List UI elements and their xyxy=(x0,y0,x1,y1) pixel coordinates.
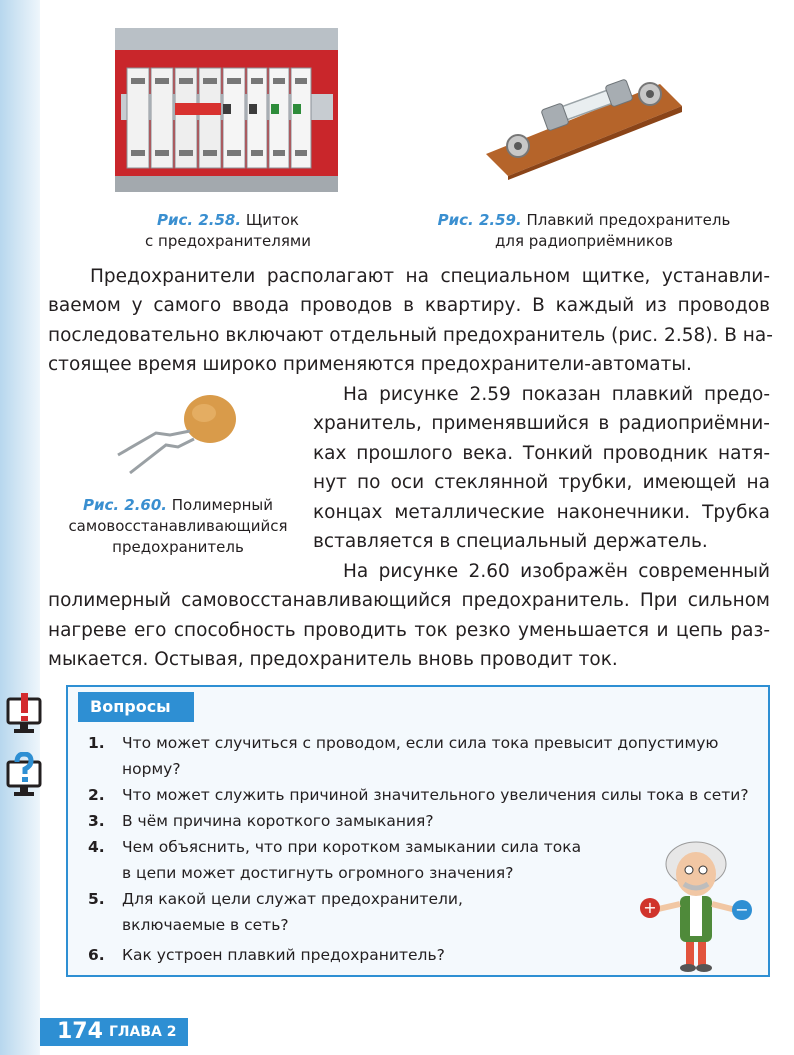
question-text: Как устроен плавкий предохранитель? xyxy=(122,946,445,964)
question-number: 4. xyxy=(88,838,105,856)
page-footer xyxy=(40,1018,188,1046)
fig-2-59-title-line2: для радиоприёмников xyxy=(494,232,673,250)
paragraph-3 xyxy=(48,557,770,675)
paragraph-3-line: мыкается. Остывая, предохранитель вновь проводит ток. xyxy=(48,649,618,671)
page-margin-stripe xyxy=(0,0,40,1055)
question-text-line2: включаемые в сеть? xyxy=(122,916,289,934)
fig-2-60-title: Полимерный xyxy=(171,496,274,514)
professor-mascot xyxy=(632,838,758,976)
fig-2-58-caption xyxy=(120,210,336,252)
paragraph-1-line: стоящее время широко применяются предохранители-автоматы. xyxy=(48,354,692,376)
question-text: В чём причина короткого замыкания? xyxy=(122,812,434,830)
question-number: 6. xyxy=(88,946,105,964)
question-item xyxy=(88,886,628,938)
question-number: 2. xyxy=(88,786,105,804)
page-number: 174 xyxy=(57,1019,103,1044)
fig-2-58-label: Рис. 2.58. xyxy=(157,211,242,229)
fig-2-60-label: Рис. 2.60. xyxy=(82,496,167,514)
svg-text:+: + xyxy=(643,898,657,917)
paragraph-3-line: На рисунке 2.60 изображён современный xyxy=(343,561,770,582)
paragraph-2-line: вставляется в специальный держатель. xyxy=(313,530,708,552)
question-monitor-icon xyxy=(6,752,42,796)
paragraph-1-line: ваемом у самого ввода проводов в квартиру. В каждый из проводов xyxy=(48,295,770,317)
paragraph-2-line: ках прошлого века. Тонкий проводник натя- xyxy=(313,442,770,464)
paragraph-2-line: концах металлические наконечники. Трубка xyxy=(313,501,770,523)
chapter-label: ГЛАВА 2 xyxy=(109,1024,177,1040)
paragraph-2-line: На рисунке 2.59 показан плавкий предо- xyxy=(343,384,770,405)
paragraph-2-line: хранитель, применявшийся в радиоприёмни- xyxy=(313,413,770,435)
tube-fuse-photo xyxy=(478,62,686,180)
fig-2-59-caption xyxy=(420,210,748,252)
question-item xyxy=(88,730,758,782)
paragraph-1 xyxy=(48,262,773,380)
question-text-line2: в цепи может достигнуть огромного значения? xyxy=(122,864,514,882)
exclamation-monitor-icon xyxy=(6,693,42,737)
fig-2-58-title: Щиток xyxy=(245,211,299,229)
paragraph-1-line: последовательно включают отдельный предохранитель (рис. 2.58). В на- xyxy=(48,324,773,346)
fig-2-60-title-line2: самовосстанавливающийся xyxy=(68,517,288,535)
question-text: Для какой цели служат предохранители, xyxy=(122,890,463,908)
fig-2-59-label: Рис. 2.59. xyxy=(437,211,522,229)
fig-2-60-caption xyxy=(66,495,290,558)
paragraph-3-line: нагреве его способность проводить ток резко уменьшается и цепь раз- xyxy=(48,619,770,641)
polymer-fuse-photo xyxy=(112,383,248,483)
fig-2-59-title: Плавкий предохранитель xyxy=(526,211,731,229)
question-number: 1. xyxy=(88,734,105,752)
paragraph-3-line: полимерный самовосстанавливающийся предохранитель. При сильном xyxy=(48,590,770,612)
paragraph-2 xyxy=(313,380,770,556)
fig-2-58-title-line2: с предохранителями xyxy=(145,232,311,250)
questions-heading: Вопросы xyxy=(78,692,194,722)
paragraph-2-line: нут по оси стеклянной трубки, имеющей на xyxy=(313,472,770,494)
fig-2-60-title-line3: предохранитель xyxy=(112,538,244,556)
question-item xyxy=(88,834,628,886)
svg-text:−: − xyxy=(735,900,749,919)
question-text: Чем объяснить, что при коротком замыкании сила тока xyxy=(122,838,582,856)
question-text: Что может служить причиной значительного увеличения силы тока в сети? xyxy=(122,786,749,804)
question-item xyxy=(88,808,758,834)
paragraph-1-line: Предохранители располагают на специальном щитке, устанавли- xyxy=(90,266,770,287)
question-item xyxy=(88,782,758,808)
question-number: 5. xyxy=(88,890,105,908)
question-text-line2: норму? xyxy=(122,760,181,778)
question-item xyxy=(88,942,628,968)
fuse-panel-photo xyxy=(115,28,338,192)
question-text: Что может случиться с проводом, если сила тока превысит допустимую xyxy=(122,734,719,752)
question-number: 3. xyxy=(88,812,105,830)
